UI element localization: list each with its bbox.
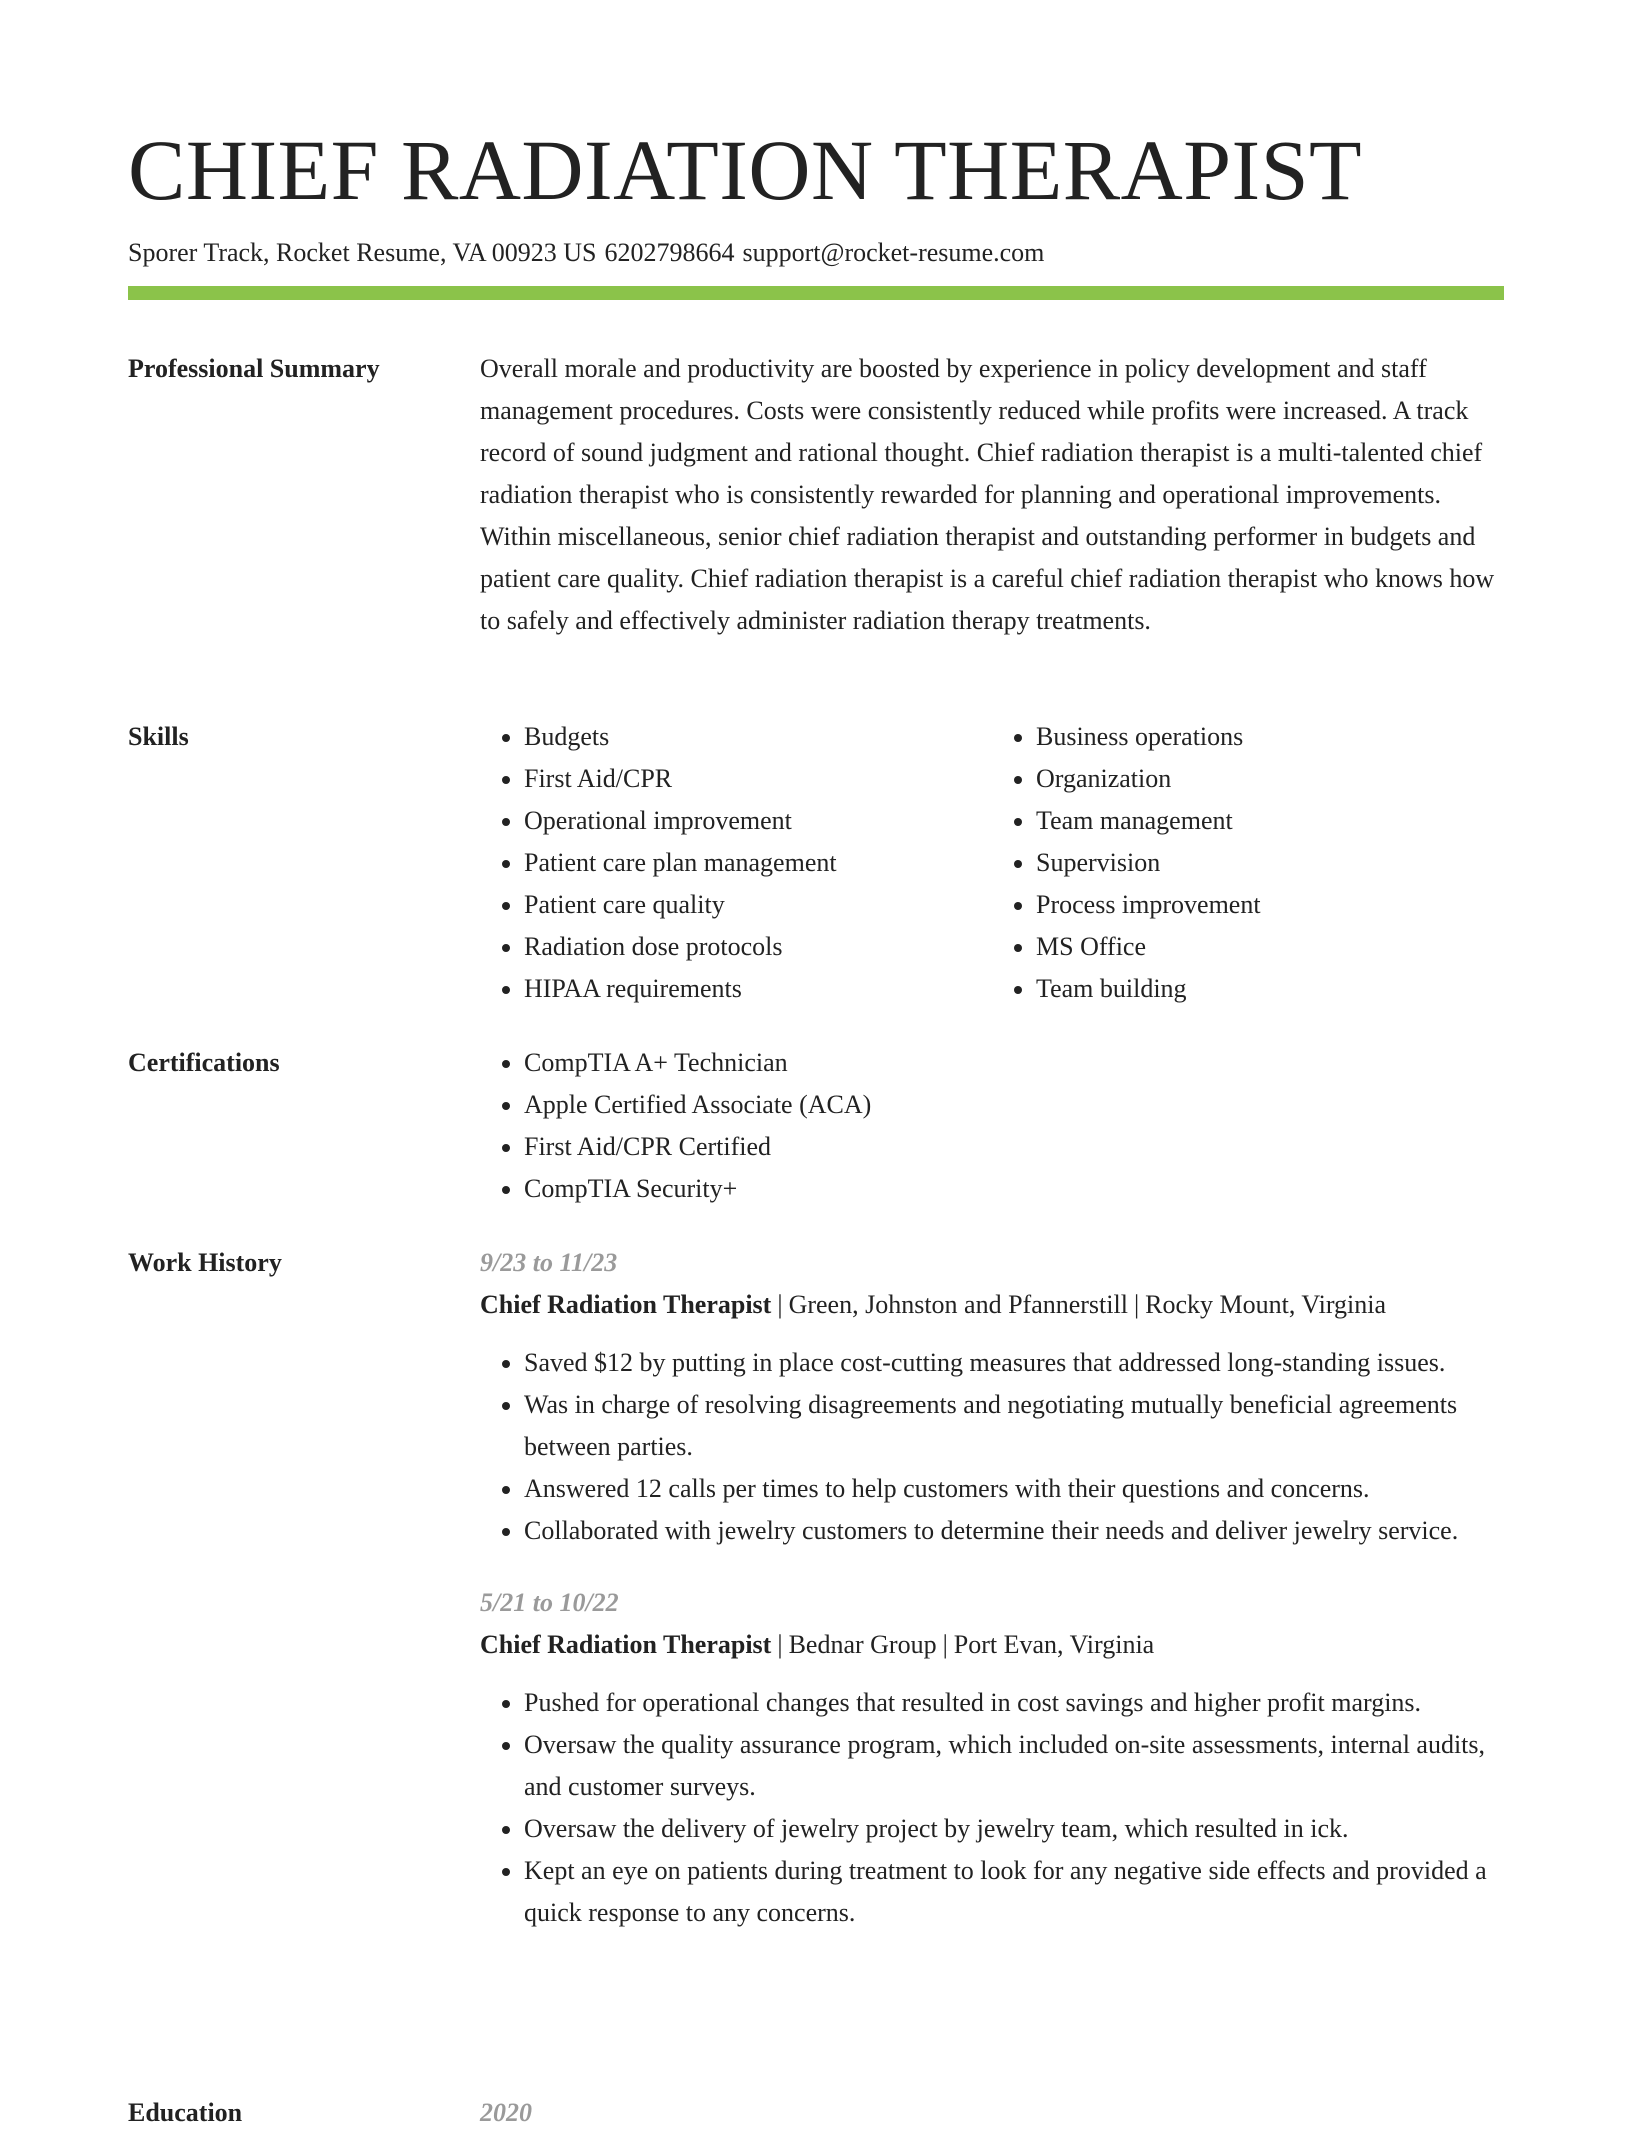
skill-item: • Team building <box>1036 968 1504 1010</box>
skill-item: • Business operations <box>1036 716 1504 758</box>
education-date: 2020 <box>480 2098 532 2127</box>
job-duties <box>480 1682 1504 1934</box>
separator: | <box>942 1630 948 1659</box>
summary-body <box>480 348 1504 642</box>
job-dates: 9/23 to 11/23 <box>480 1248 618 1277</box>
skill-item: • First Aid/CPR <box>524 758 992 800</box>
duty-item: • Was in charge of resolving disagreements and negotiating mutually beneficial agreements between parties. <box>524 1384 1504 1468</box>
header-divider <box>128 286 1504 300</box>
certification-item: • First Aid/CPR Certified <box>524 1126 1504 1168</box>
job-company: Green, Johnston and Pfannerstill <box>788 1290 1128 1319</box>
duty-item: • Oversaw the quality assurance program, which included on-site assessments, internal audits, and customer surveys. <box>524 1724 1504 1808</box>
skill-item: • HIPAA requirements <box>524 968 992 1010</box>
certifications-list <box>480 1042 1504 1210</box>
resume-header <box>128 120 1504 270</box>
separator: | <box>777 1630 783 1659</box>
section-heading-skills: Skills <box>128 722 189 751</box>
skill-item: • MS Office <box>1036 926 1504 968</box>
job-duties <box>480 1342 1504 1552</box>
contact-line <box>128 236 1504 270</box>
contact-address: Sporer Track, Rocket Resume, VA 00923 US <box>128 238 597 267</box>
skills-list-left <box>480 716 992 1010</box>
duty-item: • Pushed for operational changes that resulted in cost savings and higher profit margins. <box>524 1682 1504 1724</box>
job-heading <box>480 1284 1504 1326</box>
duty-item: • Answered 12 calls per times to help customers with their questions and concerns. <box>524 1468 1504 1510</box>
job-dates: 5/21 to 10/22 <box>480 1588 619 1617</box>
certifications-body <box>480 1042 1504 1210</box>
skills-body <box>480 716 1504 1010</box>
certification-item: • Apple Certified Associate (ACA) <box>524 1084 1504 1126</box>
job-company: Bednar Group <box>788 1630 937 1659</box>
section-heading-summary: Professional Summary <box>128 354 380 383</box>
skill-item: • Supervision <box>1036 842 1504 884</box>
separator: | <box>777 1290 783 1319</box>
section-heading-certifications: Certifications <box>128 1048 280 1077</box>
education-body <box>480 2092 1504 2134</box>
skill-item: • Team management <box>1036 800 1504 842</box>
duty-item: • Saved $12 by putting in place cost-cutting measures that addressed long-standing issues. <box>524 1342 1504 1384</box>
section-heading-education: Education <box>128 2098 243 2127</box>
job-entry <box>480 1582 1504 1934</box>
skill-item: • Organization <box>1036 758 1504 800</box>
skill-item: • Patient care plan management <box>524 842 992 884</box>
skills-list-right <box>992 716 1504 1010</box>
job-location: Port Evan, Virginia <box>953 1630 1155 1659</box>
section-heading-work-history: Work History <box>128 1248 282 1277</box>
skill-item: • Patient care quality <box>524 884 992 926</box>
separator: | <box>1133 1290 1140 1319</box>
contact-phone: 6202798664 <box>604 238 735 267</box>
work-history-body <box>480 1242 1504 1964</box>
job-location: Rocky Mount, Virginia <box>1145 1290 1387 1319</box>
job-heading <box>480 1624 1504 1666</box>
duty-item: • Kept an eye on patients during treatment to look for any negative side effects and provided a quick response to any concerns. <box>524 1850 1504 1934</box>
duty-item: • Collaborated with jewelry customers to determine their needs and deliver jewelry service. <box>524 1510 1504 1552</box>
skill-item: • Operational improvement <box>524 800 992 842</box>
contact-email[interactable]: support@rocket-resume.com <box>742 238 1045 267</box>
job-entry <box>480 1242 1504 1552</box>
summary-text: Overall morale and productivity are boosted by experience in policy development and staff management procedures. Costs were consistently reduced while profits were increased. A track record of sound judgment and rational thought. Chief radiation therapist is a multi-talented chief radiation therapist who is consistently rewarded for planning and operational improvements. Within miscellaneous, senior chief radiation therapist and outstanding performer in budgets and patient care quality. Chief radiation therapist is a careful chief radiation therapist who knows how to safely and effectively administer radiation therapy treatments. <box>480 354 1495 635</box>
certification-item: • CompTIA A+ Technician <box>524 1042 1504 1084</box>
duty-item: • Oversaw the delivery of jewelry project by jewelry team, which resulted in ick. <box>524 1808 1504 1850</box>
job-title: Chief Radiation Therapist <box>480 1630 772 1659</box>
candidate-name: CHIEF RADIATION THERAPIST <box>128 122 1363 218</box>
skill-item: • Process improvement <box>1036 884 1504 926</box>
job-title: Chief Radiation Therapist <box>480 1290 772 1319</box>
certification-item: • CompTIA Security+ <box>524 1168 1504 1210</box>
skill-item: • Budgets <box>524 716 992 758</box>
skill-item: • Radiation dose protocols <box>524 926 992 968</box>
